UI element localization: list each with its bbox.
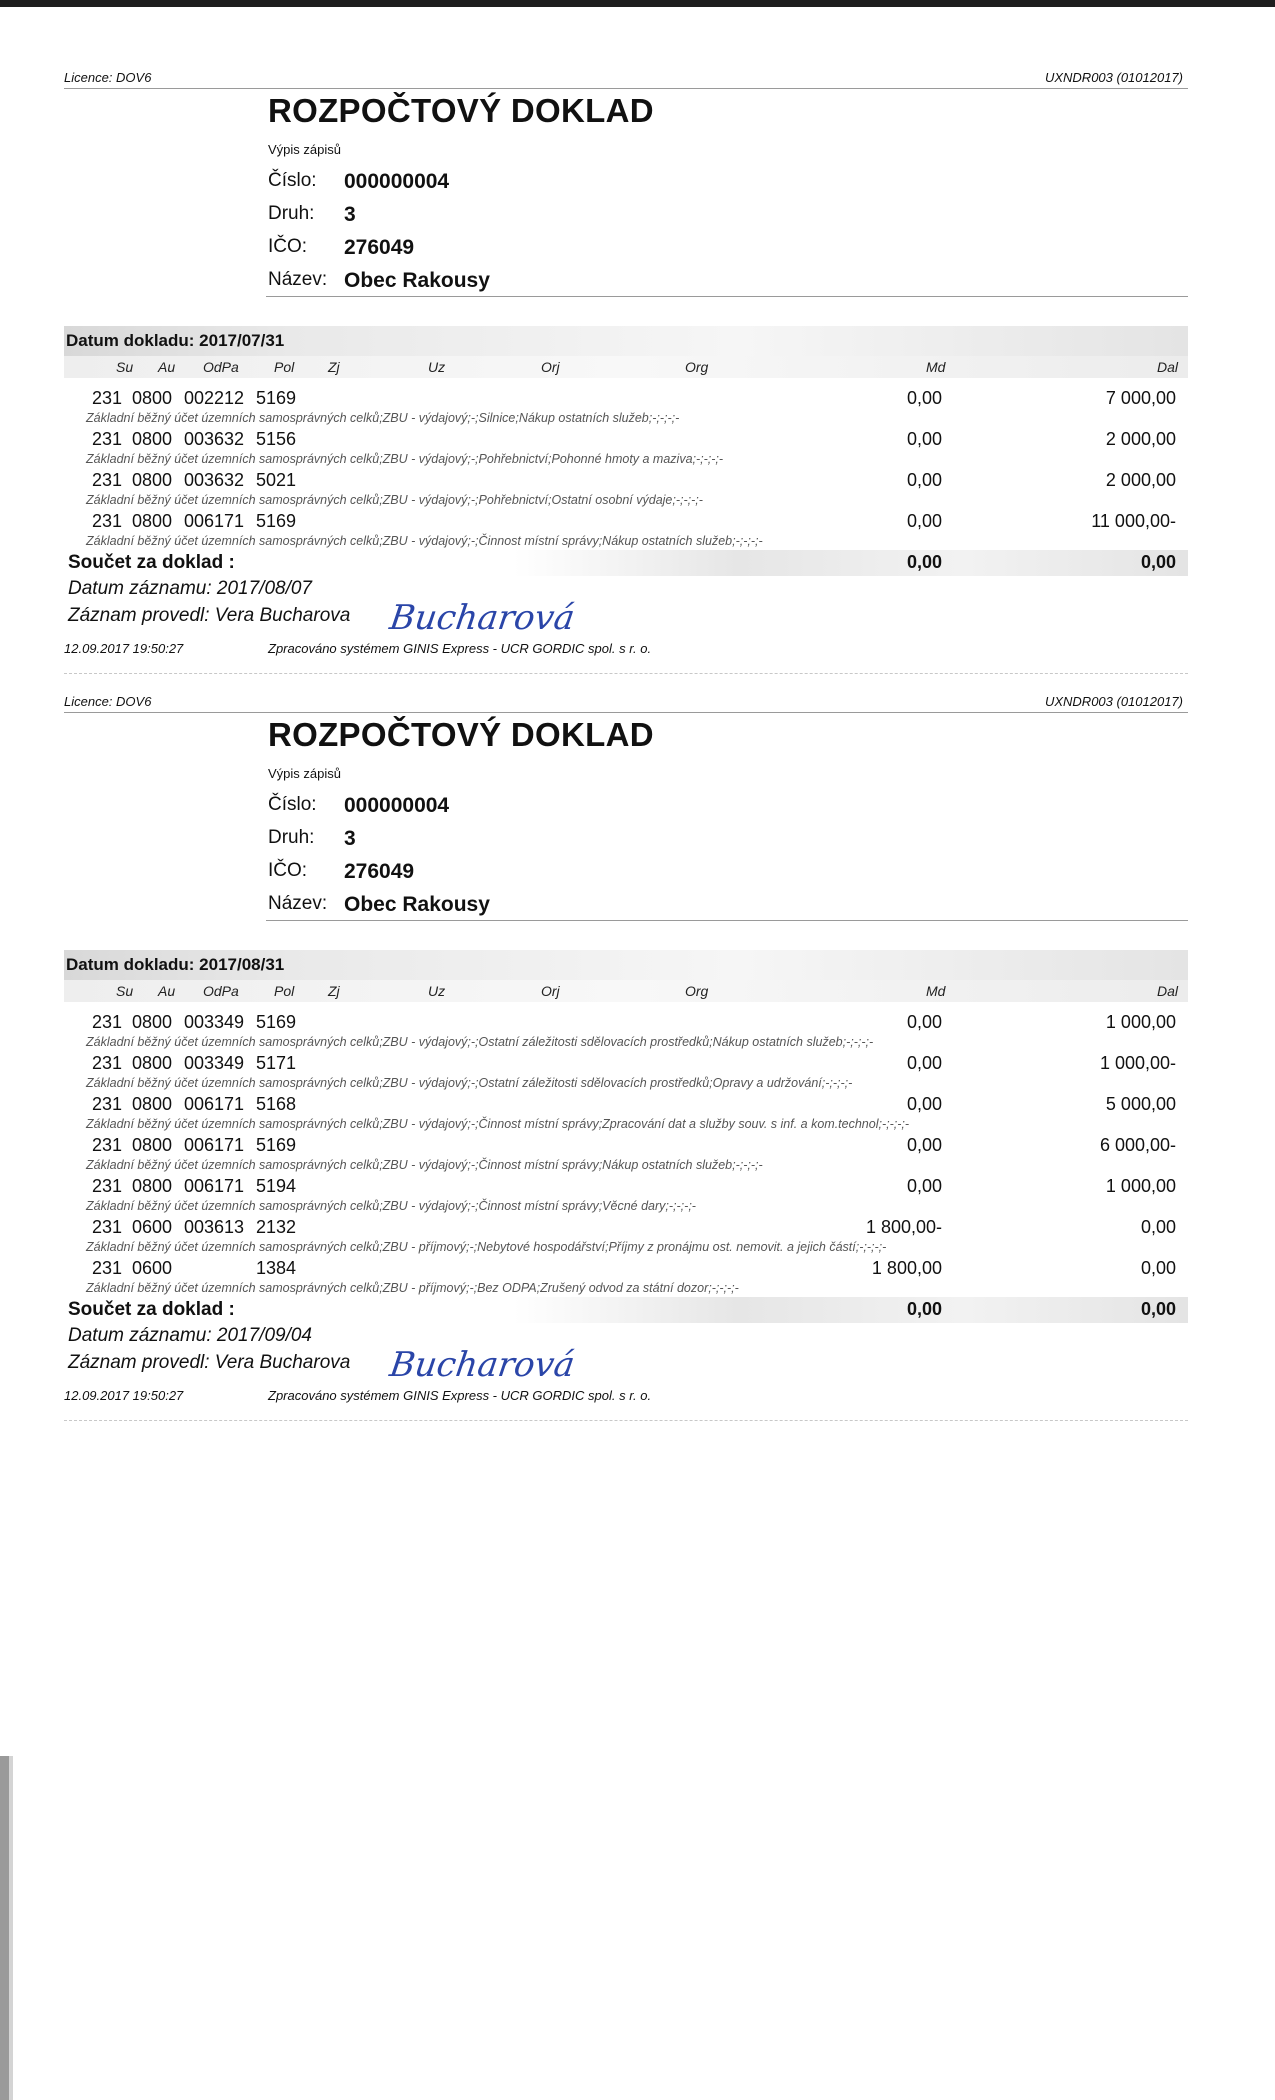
budget-document bbox=[0, 58, 1275, 658]
amount-md: 0,00 bbox=[906, 511, 942, 531]
account-su: 231 bbox=[92, 1258, 123, 1278]
amount-dal: 1 000,00 bbox=[1105, 1012, 1176, 1032]
amount-dal: 1 000,00- bbox=[1099, 1053, 1176, 1073]
column-header-orj: Orj bbox=[541, 359, 560, 375]
field-ico-label: IČO: bbox=[268, 860, 308, 881]
amount-dal: 7 000,00 bbox=[1105, 388, 1176, 408]
account-odpa: 003349 bbox=[184, 1012, 245, 1032]
document-date: Datum dokladu: 2017/08/31 bbox=[66, 955, 285, 974]
field-druh bbox=[268, 823, 768, 853]
field-ico bbox=[268, 232, 768, 262]
account-pol: 1384 bbox=[256, 1258, 297, 1278]
account-code bbox=[92, 511, 492, 533]
ledger-row bbox=[64, 468, 1188, 509]
field-druh bbox=[268, 199, 768, 229]
amount-dal: 6 000,00- bbox=[1099, 1135, 1176, 1155]
handwritten-signature: Bucharová bbox=[387, 1345, 578, 1385]
field-druh-label: Druh: bbox=[268, 203, 315, 224]
column-header-uz: Uz bbox=[428, 983, 446, 999]
system-credit: Zpracováno systémem GINIS Express - UCR GORDIC spol. s r. o. bbox=[268, 641, 652, 656]
row-description: Základní běžný účet územních samosprávných celků;ZBU - výdajový;-;Ostatní záležitosti sdělovacích prostředků;Opravy a udržování;-;-;-;- bbox=[86, 1076, 853, 1090]
column-header-uz: Uz bbox=[428, 359, 446, 375]
field-druh-value: 3 bbox=[344, 827, 356, 850]
amount-md: 0,00 bbox=[906, 388, 942, 408]
print-timestamp: 12.09.2017 19:50:27 bbox=[64, 1388, 184, 1403]
document-title: ROZPOČTOVÝ DOKLAD bbox=[268, 92, 654, 129]
name-divider bbox=[266, 296, 1188, 297]
account-au: 0800 bbox=[132, 388, 173, 408]
row-description: Základní běžný účet územních samosprávných celků;ZBU - výdajový;-;Silnice;Nákup ostatních služeb;-;-;-;- bbox=[86, 411, 680, 425]
account-odpa: 006171 bbox=[184, 511, 245, 531]
amount-md: 1 800,00 bbox=[871, 1258, 942, 1278]
column-header-row bbox=[64, 980, 1188, 1002]
column-header-md: Md bbox=[926, 983, 946, 999]
ledger-row bbox=[64, 1051, 1188, 1092]
row-description: Základní běžný účet územních samosprávných celků;ZBU - výdajový;-;Činnost místní správy;Zpracování dat a služby souv. s inf. a kom.technol;-;-;-;- bbox=[86, 1117, 910, 1131]
account-pol: 5194 bbox=[256, 1176, 297, 1196]
header-divider bbox=[64, 712, 1188, 713]
account-code bbox=[92, 429, 492, 451]
scan-left-edge-shadow bbox=[9, 1756, 13, 2100]
column-header-odpa: OdPa bbox=[203, 359, 239, 375]
licence-label: Licence: DOV6 bbox=[64, 70, 152, 85]
row-description: Základní běžný účet územních samosprávných celků;ZBU - příjmový;-;Nebytové hospodářství;Příjmy z pronájmu ost. nemovit. a jejich částí;-;-;-;- bbox=[86, 1240, 887, 1254]
total-dal: 0,00 bbox=[1140, 1299, 1176, 1319]
account-code bbox=[92, 1094, 492, 1116]
account-pol: 5171 bbox=[256, 1053, 297, 1073]
system-credit: Zpracováno systémem GINIS Express - UCR GORDIC spol. s r. o. bbox=[268, 1388, 652, 1403]
account-su: 231 bbox=[92, 388, 123, 408]
column-header-au: Au bbox=[158, 359, 176, 375]
ledger-row bbox=[64, 1174, 1188, 1215]
column-header-zj: Zj bbox=[328, 359, 340, 375]
field-nazev-value: Obec Rakousy bbox=[344, 893, 490, 916]
account-code bbox=[92, 1053, 492, 1075]
document-date-band bbox=[64, 326, 1188, 356]
account-code bbox=[92, 470, 492, 492]
account-pol: 2132 bbox=[256, 1217, 297, 1237]
field-cislo-value: 000000004 bbox=[344, 170, 450, 193]
column-header-su: Su bbox=[116, 359, 134, 375]
field-nazev-label: Název: bbox=[268, 893, 328, 914]
account-pol: 5169 bbox=[256, 511, 297, 531]
account-su: 231 bbox=[92, 1217, 123, 1237]
section-separator bbox=[64, 673, 1188, 674]
amount-dal: 2 000,00 bbox=[1105, 470, 1176, 490]
amount-md: 0,00 bbox=[906, 1135, 942, 1155]
total-md: 0,00 bbox=[906, 1299, 942, 1319]
account-su: 231 bbox=[92, 1094, 123, 1114]
account-code bbox=[92, 1217, 492, 1239]
account-odpa: 003613 bbox=[184, 1217, 245, 1237]
total-dal: 0,00 bbox=[1140, 552, 1176, 572]
document-date-band bbox=[64, 950, 1188, 980]
ledger-row bbox=[64, 1215, 1188, 1256]
column-header-row bbox=[64, 356, 1188, 378]
account-su: 231 bbox=[92, 1053, 123, 1073]
column-header-org: Org bbox=[685, 359, 709, 375]
field-ico-value: 276049 bbox=[344, 860, 415, 883]
account-au: 0800 bbox=[132, 1176, 173, 1196]
account-code bbox=[92, 1258, 492, 1280]
account-code bbox=[92, 1176, 492, 1198]
row-description: Základní běžný účet územních samosprávných celků;ZBU - výdajový;-;Ostatní záležitosti sdělovacích prostředků;Nákup ostatních služeb;-;-;-;- bbox=[86, 1035, 874, 1049]
section-separator bbox=[64, 1420, 1188, 1421]
amount-md: 0,00 bbox=[906, 470, 942, 490]
column-header-dal: Dal bbox=[1156, 359, 1178, 375]
amount-dal: 5 000,00 bbox=[1105, 1094, 1176, 1114]
ledger-row bbox=[64, 1133, 1188, 1174]
account-pol: 5169 bbox=[256, 1135, 297, 1155]
column-header-zj: Zj bbox=[328, 983, 340, 999]
account-au: 0800 bbox=[132, 1135, 173, 1155]
ledger-row bbox=[64, 509, 1188, 550]
row-description: Základní běžný účet územních samosprávných celků;ZBU - výdajový;-;Pohřebnictví;Ostatní osobní výdaje;-;-;-;- bbox=[86, 493, 703, 507]
column-header-su: Su bbox=[116, 983, 134, 999]
column-header-odpa: OdPa bbox=[203, 983, 239, 999]
ledger-row bbox=[64, 427, 1188, 468]
total-md: 0,00 bbox=[906, 552, 942, 572]
account-su: 231 bbox=[92, 511, 123, 531]
row-description: Základní běžný účet územních samosprávných celků;ZBU - výdajový;-;Činnost místní správy;Nákup ostatních služeb;-;-;-;- bbox=[86, 534, 763, 548]
ledger-row bbox=[64, 1092, 1188, 1133]
amount-dal: 1 000,00 bbox=[1105, 1176, 1176, 1196]
ledger-row bbox=[64, 386, 1188, 427]
row-description: Základní běžný účet územních samosprávných celků;ZBU - výdajový;-;Pohřebnictví;Pohonné hmoty a maziva;-;-;-;- bbox=[86, 452, 724, 466]
account-au: 0800 bbox=[132, 1012, 173, 1032]
row-description: Základní běžný účet územních samosprávných celků;ZBU - výdajový;-;Činnost místní správy;Nákup ostatních služeb;-;-;-;- bbox=[86, 1158, 763, 1172]
name-divider bbox=[266, 920, 1188, 921]
account-odpa: 003632 bbox=[184, 470, 245, 490]
account-odpa: 006171 bbox=[184, 1176, 245, 1196]
field-ico bbox=[268, 856, 768, 886]
account-odpa: 003349 bbox=[184, 1053, 245, 1073]
document-total-row bbox=[64, 1297, 1188, 1323]
field-nazev bbox=[268, 265, 768, 295]
account-au: 0800 bbox=[132, 470, 173, 490]
field-cislo bbox=[268, 790, 768, 820]
scan-top-edge bbox=[0, 0, 1275, 7]
amount-md: 0,00 bbox=[906, 1012, 942, 1032]
field-nazev bbox=[268, 889, 768, 919]
amount-md: 0,00 bbox=[906, 1094, 942, 1114]
account-pol: 5168 bbox=[256, 1094, 297, 1114]
account-code bbox=[92, 388, 492, 410]
account-odpa: 006171 bbox=[184, 1135, 245, 1155]
row-description: Základní běžný účet územních samosprávných celků;ZBU - příjmový;-;Bez ODPA;Zrušený odvod za státní dozor;-;-;-;- bbox=[86, 1281, 739, 1295]
account-su: 231 bbox=[92, 470, 123, 490]
account-su: 231 bbox=[92, 1135, 123, 1155]
header-divider bbox=[64, 88, 1188, 89]
document-subtitle: Výpis zápisů bbox=[268, 142, 341, 157]
amount-md: 0,00 bbox=[906, 1176, 942, 1196]
recorded-by: Záznam provedl: Vera Bucharova bbox=[68, 605, 351, 626]
document-title: ROZPOČTOVÝ DOKLAD bbox=[268, 716, 654, 753]
account-au: 0800 bbox=[132, 1094, 173, 1114]
amount-dal: 11 000,00- bbox=[1091, 511, 1176, 531]
column-header-orj: Orj bbox=[541, 983, 560, 999]
account-pol: 5021 bbox=[256, 470, 297, 490]
document-total-row bbox=[64, 550, 1188, 576]
amount-dal: 2 000,00 bbox=[1105, 429, 1176, 449]
account-odpa: 002212 bbox=[184, 388, 245, 408]
report-code: UXNDR003 (01012017) bbox=[1044, 694, 1183, 709]
field-nazev-label: Název: bbox=[268, 269, 328, 290]
field-druh-label: Druh: bbox=[268, 827, 315, 848]
field-cislo bbox=[268, 166, 768, 196]
column-header-org: Org bbox=[685, 983, 709, 999]
print-timestamp: 12.09.2017 19:50:27 bbox=[64, 641, 184, 656]
field-nazev-value: Obec Rakousy bbox=[344, 269, 490, 292]
field-cislo-value: 000000004 bbox=[344, 794, 450, 817]
total-label: Součet za doklad : bbox=[68, 552, 235, 573]
record-date: Datum záznamu: 2017/09/04 bbox=[68, 1325, 312, 1346]
column-header-pol: Pol bbox=[274, 359, 295, 375]
column-header-au: Au bbox=[158, 983, 176, 999]
account-au: 0600 bbox=[132, 1258, 173, 1278]
account-au: 0800 bbox=[132, 511, 173, 531]
amount-dal: 0,00 bbox=[1140, 1217, 1176, 1237]
account-code bbox=[92, 1135, 492, 1157]
ledger-row bbox=[64, 1010, 1188, 1051]
row-description: Základní běžný účet územních samosprávných celků;ZBU - výdajový;-;Činnost místní správy;Věcné dary;-;-;-;- bbox=[86, 1199, 696, 1213]
account-odpa: 003632 bbox=[184, 429, 245, 449]
account-odpa: 006171 bbox=[184, 1094, 245, 1114]
record-date: Datum záznamu: 2017/08/07 bbox=[68, 578, 312, 599]
scan-left-edge bbox=[0, 1756, 9, 2100]
field-cislo-label: Číslo: bbox=[268, 794, 317, 815]
account-au: 0800 bbox=[132, 1053, 173, 1073]
budget-document bbox=[0, 682, 1275, 1403]
account-pol: 5156 bbox=[256, 429, 297, 449]
account-su: 231 bbox=[92, 1012, 123, 1032]
amount-md: 1 800,00- bbox=[865, 1217, 942, 1237]
column-header-dal: Dal bbox=[1156, 983, 1178, 999]
amount-dal: 0,00 bbox=[1140, 1258, 1176, 1278]
field-ico-value: 276049 bbox=[344, 236, 415, 259]
account-su: 231 bbox=[92, 1176, 123, 1196]
ledger-row bbox=[64, 1256, 1188, 1297]
total-label: Součet za doklad : bbox=[68, 1299, 235, 1320]
account-code bbox=[92, 1012, 492, 1034]
recorded-by: Záznam provedl: Vera Bucharova bbox=[68, 1352, 351, 1373]
account-su: 231 bbox=[92, 429, 123, 449]
account-au: 0800 bbox=[132, 429, 173, 449]
field-cislo-label: Číslo: bbox=[268, 170, 317, 191]
document-date: Datum dokladu: 2017/07/31 bbox=[66, 331, 285, 350]
licence-label: Licence: DOV6 bbox=[64, 694, 152, 709]
account-pol: 5169 bbox=[256, 388, 297, 408]
column-header-pol: Pol bbox=[274, 983, 295, 999]
account-au: 0600 bbox=[132, 1217, 173, 1237]
handwritten-signature: Bucharová bbox=[387, 598, 578, 638]
amount-md: 0,00 bbox=[906, 429, 942, 449]
field-druh-value: 3 bbox=[344, 203, 356, 226]
amount-md: 0,00 bbox=[906, 1053, 942, 1073]
field-ico-label: IČO: bbox=[268, 236, 308, 257]
column-header-md: Md bbox=[926, 359, 946, 375]
document-subtitle: Výpis zápisů bbox=[268, 766, 341, 781]
report-code: UXNDR003 (01012017) bbox=[1044, 70, 1183, 85]
account-pol: 5169 bbox=[256, 1012, 297, 1032]
